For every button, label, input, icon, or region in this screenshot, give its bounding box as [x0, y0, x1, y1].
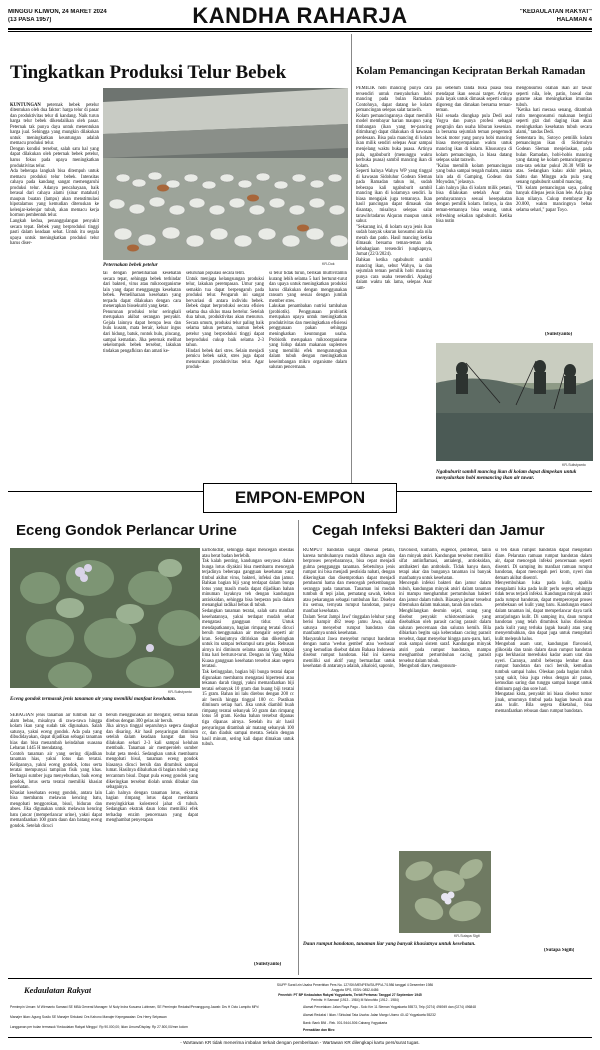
masthead-pasa: (13 PASA 1957)	[8, 17, 52, 23]
story1-photo-credit: KR-Dok	[322, 262, 335, 266]
story4-col1: RUMPUT bandotan sangat dikenal petani, karena tumbuhannya mudah dibawa angin dan berproses penyebarannya, bisa cepat menjadi gulma pengganggu tanaman. Sebetulnya jenis rumput ini bisa menjadi pestisida nabati, dengan dikeringkan dan disemprotkan dapat menjadi pembasmi hama dan mencegah perkembangan serangga pada tanaman. Tanaman ini mudah tumbuh di tepi jalan, pematang sawah, kebun atau pekarangan sebagai tumbuhan liar. Disebut itu semua, ternyata rumput bandotan, punya manfaat kesehatan. Dalam 'Serat Jampi Jawi' tinggalan leluhur yang berisi hampir 482 resep jamu Jawa, salah satunya menyebut rumput bandotan dan manfaatnya untuk kesehatan. Masyarakat Jawa menyebut rumput bandotan dengan nama 'wedus gembel' atau 'wedusan' yang kemudian disebut dalam Bahasa Indonesia disebut rumput bandotan. Hal ini karena memiliki sari aktif yang bermanfaat untuk kesehatan di antaranya adalah, alkaloid, saponin,	[303, 548, 395, 670]
section-banner: EMPON-EMPON	[203, 483, 397, 513]
masthead-rule	[8, 28, 592, 30]
story4-author: (Sutapa Sigih)	[544, 948, 575, 953]
lower-divider-v	[298, 520, 299, 975]
story3-col1: SEBAGIAN jenis tanaman air tumbuh liar di alam bebas, misalnya di rawa-rawa hingga kolam ikan yang sudah tak digunakan. Salah satunya, yakni eceng gondok. Ada pula yang dibudidayakan, dapat dijadikan sebagai tanaman hias dan bisa menambah keindahan suasana Lebaran 1445 H mendatang. Contoh tanaman air yang sering dijadikan tanaman hias, yakni lotus dan teratai. Kelipannya, yakni eceng gondok, lotus serta teratai mempunyai tampilan fisik yang khas. Berbagai sumber juga menyebutkan, baik eceng gondok, lotus serta teratai memiliki khasiat kesehatan. Khasiat kesehatan eceng gondok, antara lain bisa membantu melawan kencing batu, mengobati tenggorokan, bisul, biduran dan abses. Jika digunakan untuk melawan kencing batu (ancar (memperlancar urine), yakni dapat memanfaatkan 100 gram daun dan batang eceng gondok. Setelah dicuci	[10, 713, 102, 829]
masthead-title: KANDHA RAHARJA	[192, 3, 408, 28]
story3-col3: karbohidrat, sehingga dapat mencegah obesitas atau berat badan berlebih. Tak kalah penting, kandungan senyawa dalam bunga lotus diyakini bisa membantu mencegah terjadinya beberapa gangguan kesehatan yang timbul akibat virus, bakteri, infeksi dan jamur. Bahkan bagian biji yang terdapat dalam bunga lotus yang masih muda dapat dijadikan bahan minuman layaknya teh dengan kandungan antioksidan, sehingga bisa berperan pula dalam menangkal radikal bebas di tubuh. Sedangkan tanaman teratai, salah satu manfaat kesehatannya, yakni terdapat mudah sehat mengatasi gangguan tidur. Untuk mendapatkannya, bagian rimpang teratai dicuci bersih menggunakan air mengalir seperti air kran. Selanjutnya ditiriskan dan dikeringkan untuk itu sampai terkumpul satu gelas. Rebusan airnya ini diminum selama antara tiga sampai lima hari berturut-turut. Dengan ini Yang Maha Kuasa gangguan kesehatan tersebut akan segera teratasi. Tak ketinggalan, bagian biji bunga teratai dapat digunakan membantu mengatasi hipertensi atau tekanan darah tinggi, yakni memanfaatkan biji teratai sebanyak 10 gram dan buang biji teratai 15 gram. Bahan ini lalu direbus dengan 200 cc air bersih hingga tinggal 100 cc. Pastikan diminum setiap hari. Jika untuk diambil buah rimpang teratai sebanyak 50 gram dan rimpang lotus 50 gram. Kedua bahan tersebut dipanas tiga dipanas airnya. Setelah itu air hasil penyaringan ditambah air matang sebanyak 100 cc, dan diaduk sampai merata. Selain dengan hasil minum, sering kali dapat dimakan untuk tubuh.	[202, 548, 294, 748]
colophon-line-2: Anggota SPS, ISSN: 0852-6486	[331, 988, 379, 992]
story3-col2: bersih menggunakan air mengalir, semua bahan direbus dengan 300 gelas air bersih. Jika airnya tinggal separuhnya segera dangkat dan disaring. Air hasil penyaringan diminum setelah dalam keadaan hangat dan bisa dilakukan sehari 2-3 kali sampai keluhan membaik. Tanaman air memperoleh sumber bulat peta meski. Sedangkan untuk membantu mengobati bisul, tanaman eceng gondok biasanya dicuci bersih dan ditumbuk sampai lumat. Hasilnya dibalurkan di bagian tubuh yang tercantum bisul. Dapat pula eceng gondok yang dikeringkan tersebut diolah untuk dibakar dan sebagainya. Lain halnya dengan tanaman lotus, ekstrak bagian rimpang lotus dapat membantu menyingkirkan kolesterol jahat di tubuh. Sedangkan ekstrak daun lotus memiliki efek terhadap enzim pencernaan yang dapat menghambat penyerapan	[106, 713, 198, 824]
story3-photo	[10, 548, 200, 688]
story2-headline: Kolam Pemancingan Kecipratan Berkah Ramadan	[356, 66, 586, 77]
story1-photo-caption: Peternakan bebek petelur	[103, 262, 158, 268]
story2-author: (Sulistyanto)	[545, 332, 573, 337]
colophon-right-1: Alamat Percetakan: Jalan Raya Pagu - Solo Km 11 Sleman Yogyakarta 55573, Telp (0274) 496949 dan (0274) 496848	[303, 1005, 476, 1009]
story1-col4: si telur tidak turun, berikan multivitamin kurang lebih selama 5 hari berturut-turut dan upaya untuk meningkatkan produksi harus dilakukan dengan menggunakan ransum yang sesuai dengan jumlah member stres. Lakukan penambahan nutrisi tambahan (probiotik). Penggunaan probiotik merupakan upaya untuk meningkatkan produktivitas dan meningkatkan efisiensi penggunaan pakan sehingga meningkatkan keuntungan usaha. Probiotik merupakan mikroorganisme yang hidup dalam makanan suplemen yang memiliki efek menguntungkan dalam tubuh dengan meningkatkan keseimbangan mikro organisme dalam saluran pencernaan.	[269, 271, 347, 371]
colophon-line-6: Manajer Iklan: Agung Susilo SE Manajer Sirkulasi: Drs Kahono Manajer Kepegawaian: Drs Herry Setyawan	[10, 1015, 167, 1019]
colophon-rule	[8, 978, 592, 979]
story2-col3: mengonsumsi olahan ikan air tawar seperti nila, lele, patin, bawal dan gurame akan meningkatkan imunitas tubuh. "Ketika hati merasa senang, ditambah rutin mengonsumsi makanan bergizi seperti gizi dari daging ikan akan meningkatkan kesehatan tubuh secara alami," tandas Dedi. Sementara itu, Sutoyo pemilik kolam pemancingan ikan di Sidomulyo Godean Sleman menjelaskan, pada bulan Ramadan, hobi-hobis mancing yang datang ke kolam pemancingannya rata-rata sekitar pukul 20.30 WIB ke atas. Sedangkan kalau akhir pekan, Sabtu dan Minggu ada pula yang senang ngabuburit sambil mancing. "Di kolam pemancingan saya, paling banyak dilepas jenis ikan lele. Ada juga ikan nilanya. Cukup membayar Rp 20.000, waktu mancingnya bebas selama sehari," papar Toyo.	[516, 86, 592, 214]
colophon-line-7: Langganan per bulan termasuk 'Kedaulatan Rakyat Minggu': Rp 90.000,00; Iklan Umum/Display: Rp 27.500,00/mm kolom	[10, 1025, 188, 1029]
colophon-logo: Kedaulatan Rakyat	[24, 985, 92, 995]
colophon-right-3: Bank: Bank BNI - Rek. 001-9444-506 Cabang Yogyakarta	[303, 1021, 388, 1025]
colophon-right-2: Alamat Redaksi / Iklan / Sirkulasi Tata Usaha: Jalan Margo Utomo 40-42 Yogyakarta 55232	[303, 1013, 436, 1017]
colophon-right-4: Perwakilan dan Biro	[303, 1028, 335, 1032]
story3-headline: Eceng Gondok Perlancar Urine	[16, 522, 237, 539]
story4-caption: Daun rumput bandotan, tanaman liar yang banyak khasiatnya untuk kesehatan.	[303, 941, 476, 947]
story-divider-v	[351, 34, 352, 489]
story2-photo	[436, 343, 593, 461]
story1-headline: Tingkatkan Produksi Telur Bebek	[10, 62, 287, 83]
story4-headline: Cegah Infeksi Bakteri dan Jamur	[312, 522, 545, 539]
story3-author: (Sulistyanto)	[254, 962, 282, 967]
story2-col1: PEMILIK hobi mancing punya cara tersendiri untuk menyalurkan hobi mancing pada bulan Ramadan. Contohnya, dapat datang ke kolam pemancingan selepas salat tarawih. Kolam pemancingannya dapat memilih model membayar harian maupun yang timbangan (ikan yang ter-pancing ditimbang) dapat dilakukan di kawasan perdesaan. Bisa pula mancing di kolam ikan milik sendiri selepas Asar sampai menjelang waktu buka puasa. Artinya pula, ngabuburit (menunggu waktu berbuka puasa) sambil mancing ikan di kolam. Seperti halnya Wahyu WP yang tinggal di kawasan Sidoluhur Godean Sleman pada Ramadan tahun ini, sudah beberapa kali ngabuburit sambil mancing ikan di kolamnya sendiri. Ia biasa mengajak juga temannya. Ikan hasil pancingan dapat dimasak dan disantap, misalnya selepas salat tarawih/tadarus Alquran maupun untuk sahur. "Sekarang ini, di kolam saya jenis ikan sudah banyak ukuran konsumsi ada nila merah dan patin. Hasil mancing ketika dimasak bersama teman-teman ada kebahagiaan tersendiri (ungkapnya, Jumat (22/3/2024). Bahkan ketika ngabuburit sambil mancing ikan, sebut Wahyu, ia dan sejumlah teman pemilik hobi mancing punya cara usaha tersendiri. Apalagi dalam waktu tak lama, selepas Asar sam-	[356, 86, 432, 291]
masthead-page: HALAMAN 4	[556, 17, 592, 23]
colophon-footer: - Wartawan KR tidak menerima imbalan terkait dengan pemberitaan - Wartawan KR dilengkapi kartu pers/surat tugas.	[180, 1040, 420, 1045]
story1-kicker: KUNTUNGAN	[10, 102, 41, 108]
story4-photo	[399, 851, 491, 933]
story4-col3: si teh daun rumput bandotan dapat mengobati diare. Pelarutan ramuan rumput bandotan dalam air, dapat mencegah infeksi pencernaan seperti disentri. Di samping itu manfaat ramuan rumput bandotan, dapat mencegah peri krom, nyeri dan demam akibat disentri. Menyembuhkan luka pada kulit, apabila mengalami luka pada kulit perlu segera sehingga tidak terus terjadi infeksi. Kandungan minyak atsiri pada rumput bandotan, dapat mempercepat proses pembekuan sel kulit yang baru. Kandungan etanol dalam tanaman ini, dapat memperlancar daya tarik antarjaringan kulit. Di samping itu, daun rumput bandotan yang telah ditumbuk halus dioleskan pada kulit yang terluka (agak basah) atau yang menyembuhkan, dan dapat juga untuk mengobati kulit melepuh halus. Mengobati asam urat, kandungan flavonoid, glikosida dan tanin dalam daun rumput bandotan juga berkhasiat mereduksi kadar asam urat dan nyeri. Caranya, ambil beberapa lembar daun rumput bandotan dan cuci bersih, kemudian tumbuk sampai halus. Oleskan pada bagian tubuh yang sakit, bisa juga rebus dengan air panas, kemudian saring dan tunggu sampai hangat untuk diminum pagi dan sore hari. Mengatasi kista, penyakit ini biasa disebut tumor jinak, umumnya timbul pada bagian bawah atau atas kulit. Bila segera diketahui, bisa memanfaatkan rebusan daun rumput bandotan.	[495, 548, 592, 714]
story2-photo-credit: KR-Sulistyanto	[562, 463, 586, 467]
colophon-line-1: SIUPP Surat Izin Usaha Penerbitan Pers No. 127/SK/MENPEN/SIUPP/A.7/1986 tanggal 4 Desember 1986	[276, 983, 434, 987]
story1-col1	[10, 97, 99, 489]
masthead-section: "KEDAULATAN RAKYAT"	[519, 9, 592, 15]
masthead-rule-thin	[8, 31, 592, 32]
masthead-date: MINGGU KLIWON, 24 MARET 2024	[8, 9, 107, 15]
story4-photo-credit: KR-Sutapa Sigit	[454, 934, 480, 938]
footer-rule	[8, 1037, 592, 1038]
story3-photo-credit: KR-Sulistyanto	[168, 690, 192, 694]
story4-col2: flavonoid, kumarin, eugenol, polifenol, tanin dan minyak atsiri. Kandungan tersebut memiliki sifat antiinflamasi, antialergi, antioksidan, antibakteri dan antitoksik. Tidak hanya daun, tetapi akar dan bunganya tanaman ini banyak manfaatnya untuk kesehatan. Mencegah infeksi bakteri dan jamur dalam tubuh, kandungan minyak atsiri dalam tanaman ini mampu menghambat pertumbuhan bakteri dan jamur dalam tubuh. Biasanya jamur tersebut ditemukan dalam makanan, tanah dan udara. Menghilangkan desmin sejati, orang yang disebut penyakit schistosomiasis yang disebabkan oleh parasit cacing parasit dalam saluran pencernaan dan saluran kemih. Bila dibiarkan begitu saja keberadaan cacing parasit tersebut, dapat menyebar hingga paru-paru, hati, otak sampai sistem saraf. Kandungan minyak atsiri pada rumput bandotan, mampu menghambat pertumbuhan cacing parasit tersebut dalam tubuh. Mengobati diare, mengonsum-	[399, 548, 491, 670]
story2-col2: pai sebelum tanda buka puasa bisa mendapat ikan sesuai target. Artinya pula layak untuk dimasak seperti cukup digoreng dan dimakan bersama teman-teman. Hal senada diungkap pula Dedi asal Yogya dan punya profesi sebagai pengrajin dan usaha hiburan kesenian. Ia bersama sejumlah teman pengemudi becak motor yang punya hobi mancing biasa menyempatkan waktu untuk mancing ikan di kolam. Khususnya di kolam pemancingan, ia biasa datang selepas salat tarawih. "Kalau memilih kolam pemancingan yang buka sampai tengah malam, antara lain ada di Gamping, Godean dan Moyudan," jelasnya. Lain halnya jika di kolam milik petani, bisa dilakukan setelah Asar dan pembayarannya sesuai kesepakatan dengan pemilik kolam. Intinya, ia dan teman-temannya bisa senang, untuk refreshing sekalian ngabuburit. Ketika bisa nutin	[436, 86, 512, 225]
story3-caption: Eceng gondok termasuk jenis tanaman air yang memiliki manfaat kesehatan.	[10, 696, 177, 702]
story2-caption: Ngabuburit sambil mancing ikan di kolam dapat dimpekan untuk menyalurkan hobi memancing ikan air tawar.	[436, 469, 577, 481]
story1-col2: tai dengan pemeliharaan kesehatan secara tepat, sehingga bebek terhindar dari bakteri, virus atau mikroorganisme lain yang dapat mengganggu kesehatan bebek. Pemeliharaan kesehatan yang terpadu dapat dilakukan dengan cara menerapkan biosekuriti yang ketat. Penurunan produksi telur seringkali merupakan akibat serangan penyakit. Gejala lainnya dapat berupa lesu dan bulu kusam, mata berair, keluar ingus dari hidung, batuk, rontok bulu, pincang, sampai kematian. Jika peternak melihat sekelompok bebek tersebut, lakukan tindakan pengafkiran dan amati ke-	[103, 271, 181, 354]
colophon-line-3: Penerbit: PT BP Kedaulatan Rakyat Yogyakarta, Terbit Pertama: Tanggal 27 September 1945	[278, 993, 422, 997]
story1-col3: seluruhan populasi secara teliti. Untuk menjaga kelangsungan produksi telur, lakukan perempasan. Umur yang semakin tua dapat berpengaruh pada produksi telur. Pengaruh ini sangat bervariasi di antara individu bebek. Bebek dapat berproduksi secara efisien selama dua siklus masa bertelur. Setelah dua tahun, produktivitas akan menurun. Secara umum, produksi telur paling baik selama tahun pertama, namun bebek petelur yang berproduksi tinggi dapat berproduksi cukup baik selama 2-3 tahun. Hindari bebek dari stres. Selain menjadi pemicu bebek sakit, stres juga dapat menurunkan produktivitas telur. Agar produk-	[186, 271, 264, 371]
colophon-line-4: Perintis: H Samawi (1913 - 1984) M Wonohito (1912 - 1984)	[311, 998, 399, 1002]
story1-photo	[103, 88, 348, 260]
colophon-line-5: Pemimpin Umum: M Wirmanto Samawi SE MBA General Manager: M Nuty Indra Kusuma Lubinsen, SE Pemimpin Redaksi/Penanggung Jawab: Drs H Octo Lampito MPd	[10, 1005, 259, 1009]
story1-col1-text: peternak bebek petelur ditentukan oleh dua faktor: harga telur di pasar dan produktivitas telur di kandang. Naik turun harga telur bebek dikendalikan oleh pasar. Peternak tak punya daya untuk menentukan harga jual. Sehingga yang mungkin dilakukan untuk meningkatkan keuntungan adalah memacu produksi telur. Dengan kondisi tersebut, salah satu hal yang dapat dilakukan oleh peternak bebek petelur, harus fokus pada upaya meningkatkan produktivitas telur. Ada beberapa langkah bisa ditempuh untuk memacu produksi telur bebek. Intensitas cahaya pada kandang sangat memengaruhi produksi telur. Adanya pencahayaan, baik berasal dari cahaya alami (sinar matahari) maupun buatan (lampu) akan menstimulasi hipotalamus yang kemudian diteruskan ke kelenjar-kelenjar tubuh, akan memacu kerja hormon pembentuk telur. Langkah kedua, penanggulangan penyakit secara tepat. Bebek yang berproduksi tinggi pasti dalam keadaan sehat. Untuk itu segala upaya untuk meningkatkan produksi telur harus diser-	[10, 102, 99, 247]
